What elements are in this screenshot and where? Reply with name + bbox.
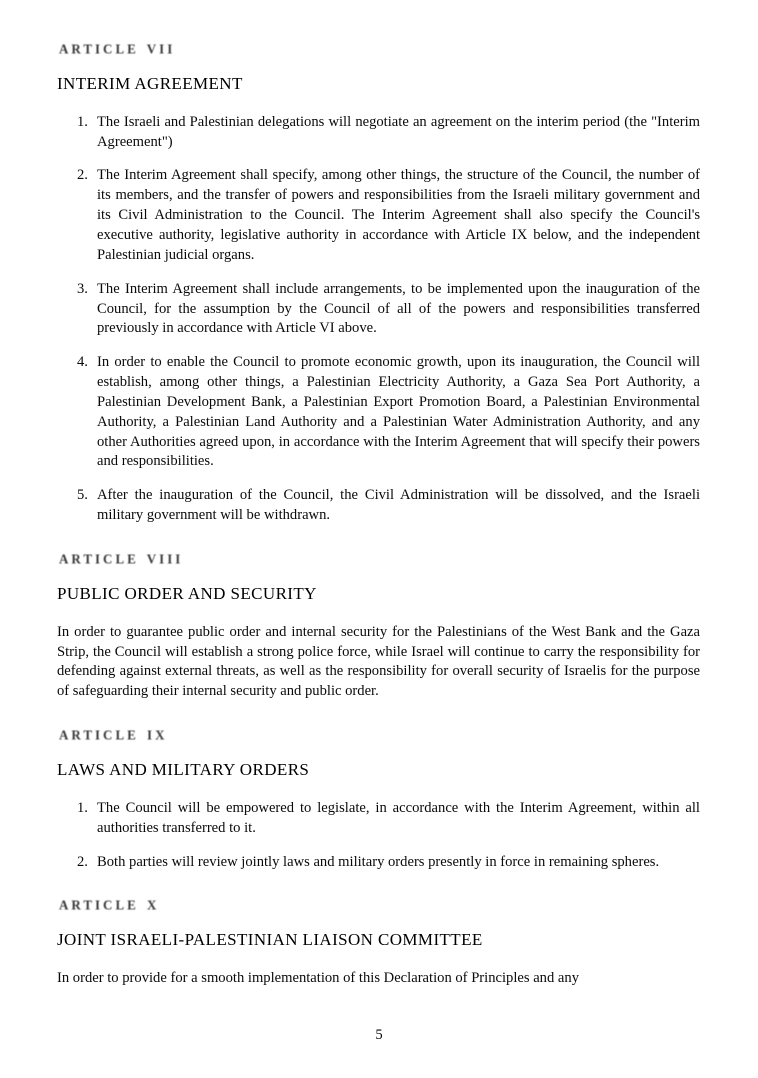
list-item — [77, 166, 700, 265]
list-item-number: 1. — [77, 799, 88, 816]
list-item — [77, 353, 700, 472]
article-x-paragraph: In order to provide for a smooth implementation of this Declaration of Principles and any — [57, 970, 579, 987]
article-vii-list — [77, 113, 700, 526]
list-item-number: 1. — [77, 113, 88, 130]
list-item-text: The Israeli and Palestinian delegations will negotiate an agreement on the interim period (the "Interim Agreement") — [97, 113, 700, 150]
list-item-text: After the inauguration of the Council, the Civil Administration will be dissolved, and the Israeli military government will be withdrawn. — [97, 487, 700, 524]
list-item-text: In order to enable the Council to promote economic growth, upon its inauguration, the Council will establish, among other things, a Palestinian Electricity Authority, a Gaza Sea Port Authority, a Palestinian Development Bank, a Palestinian Export Promotion Board, a Palestinian Environmental Authority, a Palestinian Land Authority and a Palestinian Water Administration Authority, and any other Authorities agreed upon, in accordance with the Interim Agreement that will specify their powers and responsibilities. — [97, 354, 700, 470]
list-item-number: 5. — [77, 487, 88, 504]
page-number: 5 — [375, 1027, 383, 1044]
list-item-number: 2. — [77, 853, 88, 870]
list-item — [77, 113, 700, 153]
list-item-number: 2. — [77, 167, 88, 184]
section-title-interim-agreement: INTERIM AGREEMENT — [57, 73, 243, 93]
list-item-text: The Council will be empowered to legislate, in accordance with the Interim Agreement, within all authorities transferred to it. — [97, 799, 700, 836]
list-item-text: The Interim Agreement shall include arrangements, to be implemented upon the inauguration of the Council, for the assumption by the Council of all of the powers and responsibilities transferred previously in accordance with Article VI above. — [97, 280, 700, 337]
list-item-text: Both parties will review jointly laws and military orders presently in force in remaining spheres. — [97, 853, 660, 870]
article-x-marker: ARTICLE X — [59, 897, 160, 914]
article-ix-marker: ARTICLE IX — [59, 727, 168, 743]
list-item — [77, 799, 700, 839]
article-vii-marker: ARTICLE VII — [59, 41, 176, 57]
list-item — [77, 280, 700, 340]
article-viii-paragraph: In order to guarantee public order and internal security for the Palestinians of the West Bank and the Gaza Strip, the Council will establish a strong police force, while Israel will continue to carry the responsibility for defending against external threats, as well as the responsibility for overall security of Israelis for the purpose of safeguarding their internal security and public order. — [57, 623, 700, 700]
list-item-text: The Interim Agreement shall specify, among other things, the structure of the Council, the number of its members, and the transfer of powers and responsibilities from the Israeli military government and its Civil Administration to the Council. The Interim Agreement shall also specify the Council's executive authority, legislative authority in accordance with Article IX below, and the independent Palestinian judicial organs. — [97, 167, 700, 263]
list-item-number: 3. — [77, 280, 88, 297]
list-item-number: 4. — [77, 354, 88, 371]
list-item — [77, 853, 700, 873]
section-title-laws-and-military-orders: LAWS AND MILITARY ORDERS — [57, 759, 310, 779]
section-title-public-order-and-security: PUBLIC ORDER AND SECURITY — [57, 583, 317, 603]
article-ix-list — [77, 799, 700, 873]
list-item — [77, 486, 700, 526]
section-title-joint-liaison-committee: JOINT ISRAELI-PALESTINIAN LIAISON COMMITTEE — [57, 930, 483, 950]
article-viii-marker: ARTICLE VIII — [59, 551, 184, 567]
